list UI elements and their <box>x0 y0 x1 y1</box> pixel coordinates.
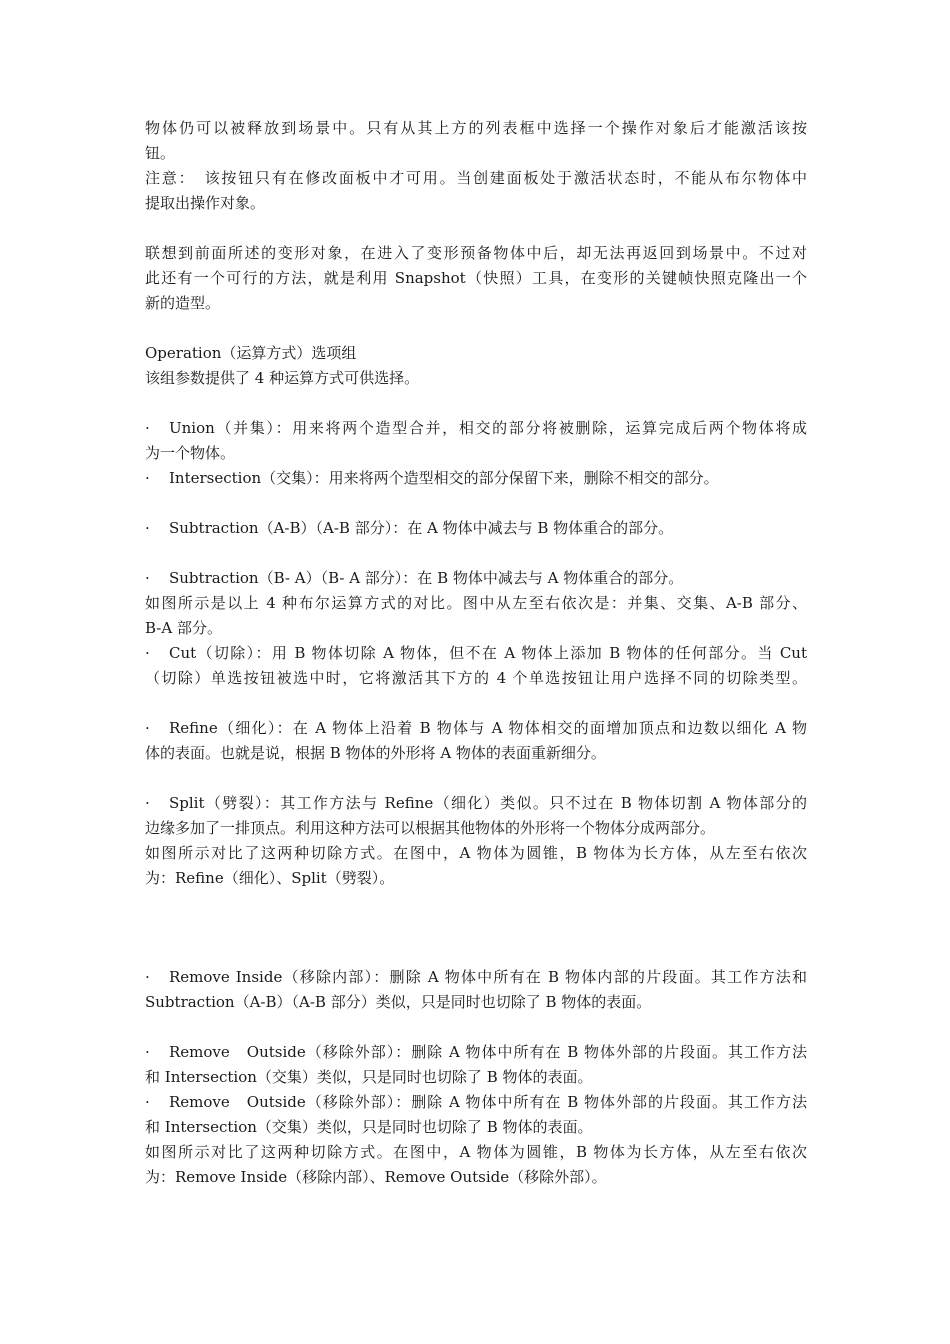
text-line: Remove Outside（移除外部）：删除 A 物体中所有在 B 物体外部的片段面。其工作方法 <box>169 1093 807 1111</box>
bullet-icon: · <box>145 719 150 737</box>
text-line: 和 Intersection（交集）类似，只是同时也切除了 B 物体的表面。 <box>145 1068 593 1086</box>
text-line: 新的造型。 <box>145 294 221 312</box>
text-line: 如图所示是以上 4 种布尔运算方式的对比。图中从左至右依次是：并集、交集、A-B 部分、 <box>145 594 807 612</box>
bullet-item-subtraction-ab <box>145 516 807 541</box>
text-line: Refine（细化）：在 A 物体上沿着 B 物体与 A 物体相交的面增加顶点和边数以细化 A 物 <box>169 719 807 737</box>
section-heading: Operation（运算方式）选项组 <box>145 344 357 362</box>
bullet-icon: · <box>145 469 150 487</box>
bullet-icon: · <box>145 419 150 437</box>
bullet-item-union <box>145 416 807 441</box>
text-line: Remove Inside（移除内部）：删除 A 物体中所有在 B 物体内部的片段面。其工作方法和 <box>169 968 807 986</box>
text-line: 边缘多加了一排顶点。利用这种方法可以根据其他物体的外形将一个物体分成两部分。 <box>145 819 716 837</box>
bullet-item-remove-outside <box>145 1040 807 1065</box>
text-line: Intersection（交集）：用来将两个造型相交的部分保留下来，删除不相交的部分。 <box>169 469 719 487</box>
text-line: Union（并集）：用来将两个造型合并，相交的部分将被删除，运算完成后两个物体将成 <box>169 419 807 437</box>
text-line: Subtraction（B- A）（B- A 部分）：在 B 物体中减去与 A 物体重合的部分。 <box>169 569 684 587</box>
text-line: 如图所示对比了这两种切除方式。在图中，A 物体为圆锥，B 物体为长方体，从左至右依次 <box>145 844 807 862</box>
bullet-icon: · <box>145 968 150 986</box>
text-line: 物体仍可以被释放到场景中。只有从其上方的列表框中选择一个操作对象后才能激活该按 <box>145 119 807 137</box>
text-line: Split（劈裂）：其工作方法与 Refine（细化）类似。只不过在 B 物体切割 A 物体部分的 <box>169 794 807 812</box>
text-line: 如图所示对比了这两种切除方式。在图中，A 物体为圆锥，B 物体为长方体，从左至右依次 <box>145 1143 807 1161</box>
bullet-item-cut <box>145 641 807 666</box>
bullet-item-intersection <box>145 466 807 491</box>
text-line: 联想到前面所述的变形对象，在进入了变形预备物体中后，却无法再返回到场景中。不过对 <box>145 244 807 262</box>
bullet-icon: · <box>145 519 150 537</box>
text-line: 此还有一个可行的方法，就是利用 Snapshot（快照）工具，在变形的关键帧快照克隆出一个 <box>145 269 807 287</box>
text-line: 和 Intersection（交集）类似，只是同时也切除了 B 物体的表面。 <box>145 1118 593 1136</box>
text-line: 注意： 该按钮只有在修改面板中才可用。当创建面板处于激活状态时，不能从布尔物体中 <box>145 169 807 187</box>
text-line: 该组参数提供了 4 种运算方式可供选择。 <box>145 369 420 387</box>
text-line: Subtraction（A-B）（A-B 部分）类似，只是同时也切除了 B 物体的表面。 <box>145 993 652 1011</box>
text-line: Remove Outside（移除外部）：删除 A 物体中所有在 B 物体外部的片段面。其工作方法 <box>169 1043 807 1061</box>
text-line: （切除）单选按钮被选中时，它将激活其下方的 4 个单选按钮让用户选择不同的切除类型。 <box>145 669 807 687</box>
bullet-item-remove-outside-repeat <box>145 1090 807 1115</box>
text-line: B-A 部分。 <box>145 619 222 637</box>
text-line: Subtraction（A-B）（A-B 部分）：在 A 物体中减去与 B 物体重合的部分。 <box>169 519 674 537</box>
text-line: 为：Refine（细化）、Split（劈裂）。 <box>145 869 395 887</box>
bullet-icon: · <box>145 644 150 662</box>
bullet-item-split <box>145 791 807 816</box>
bullet-item-subtraction-ba <box>145 566 807 591</box>
bullet-item-refine <box>145 716 807 741</box>
text-line: 为：Remove Inside（移除内部）、Remove Outside（移除外部）。 <box>145 1168 607 1186</box>
bullet-item-remove-inside <box>145 965 807 990</box>
bullet-icon: · <box>145 1093 150 1111</box>
bullet-icon: · <box>145 569 150 587</box>
text-line: 提取出操作对象。 <box>145 194 266 212</box>
bullet-icon: · <box>145 794 150 812</box>
text-line: 钮。 <box>145 144 176 162</box>
text-line: 为一个物体。 <box>145 444 236 462</box>
text-line: Cut（切除）：用 B 物体切除 A 物体，但不在 A 物体上添加 B 物体的任何部分。当 Cut <box>169 644 807 662</box>
bullet-icon: · <box>145 1043 150 1061</box>
text-line: 体的表面。也就是说，根据 B 物体的外形将 A 物体的表面重新细分。 <box>145 744 606 762</box>
